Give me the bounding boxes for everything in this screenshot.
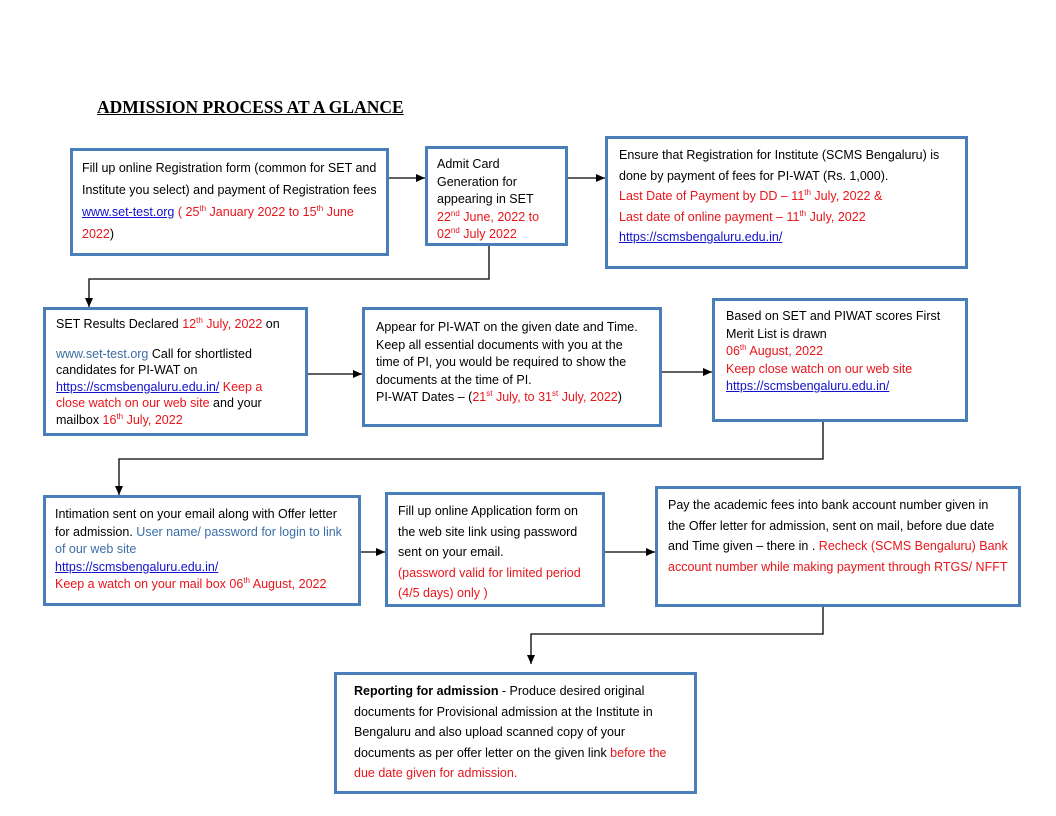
- admit-sup-a: nd: [450, 208, 460, 218]
- intimation-sup: th: [243, 575, 250, 585]
- admit-date-b: June, 2022 to: [459, 209, 540, 224]
- pi-wat-close: ): [617, 390, 622, 404]
- merit-date-b: August, 2022: [746, 344, 824, 358]
- step-institute-registration-box: [605, 136, 968, 269]
- registration-sup-b: th: [316, 203, 324, 213]
- step-admit-card-box: [425, 146, 568, 246]
- admit-date-c: 02: [437, 227, 451, 241]
- pi-wat-dates-label: PI-WAT Dates – (: [376, 390, 473, 404]
- pi-wat-d2b: July, 2022: [558, 390, 618, 404]
- pay-fees-text: Pay the academic fees into bank account number given in the Offer letter for admission, sent on mail, before due date and Time given – there in .: [668, 498, 995, 553]
- merit-watch: Keep close watch on our web site: [726, 361, 913, 376]
- pi-wat-d1: 21: [472, 390, 487, 404]
- registration-close: ): [109, 227, 114, 241]
- online-date-a: Last date of online payment – 11: [619, 209, 800, 224]
- pi-wat-sup1: st: [486, 388, 493, 398]
- merit-list-text: Based on SET and PIWAT scores First Merit List is drawn: [726, 309, 941, 341]
- step-application-form-box: [385, 492, 605, 607]
- results-line1: SET Results Declared: [56, 317, 183, 331]
- results-sup: th: [196, 315, 203, 325]
- merit-sup: th: [739, 342, 747, 352]
- intimation-red-b: August, 2022: [249, 577, 327, 591]
- intimation-red-a: Keep a watch on your mail box 06: [55, 577, 244, 591]
- scms-link-3[interactable]: https://scmsbengaluru.edu.in/: [726, 379, 890, 393]
- results-line2: Call for shortlisted candidates for PI-WAT on: [56, 346, 252, 377]
- reporting-title: Reporting for admission: [354, 684, 499, 698]
- step-intimation-box: [43, 495, 361, 606]
- step-registration-box: [70, 148, 389, 256]
- dd-date-a: Last Date of Payment by DD – 11: [619, 189, 805, 203]
- admit-date-d: July 2022: [459, 227, 517, 241]
- registration-date-c: June 2022: [82, 205, 354, 241]
- page-title: ADMISSION PROCESS AT A GLANCE: [97, 97, 404, 117]
- registration-sup-a: th: [199, 203, 207, 213]
- institute-registration-text: Ensure that Registration for Institute (SCMS Bengaluru) is done by payment of fees for PI-WAT (Rs. 1,000).: [619, 148, 940, 183]
- admit-card-text: Admit Card Generation for appearing in SET: [437, 157, 534, 206]
- set-test-site: www.set-test.org: [56, 346, 149, 361]
- online-sup: th: [799, 208, 807, 218]
- results-date-b: July, 2022: [202, 317, 263, 331]
- step-pay-fees-box: [655, 486, 1021, 607]
- results-on: on: [262, 317, 280, 331]
- scms-link-1[interactable]: https://scmsbengaluru.edu.in/: [619, 230, 783, 244]
- reporting-text: - Produce desired original documents for Provisional admission at the Institute in Bengaluru and also upload scanned copy of your documents as per offer letter on the given link: [354, 684, 653, 760]
- results-watch: Keep a close watch on our web site: [56, 379, 263, 410]
- pi-wat-text: Appear for PI-WAT on the given date and Time. Keep all essential documents with you at the time of PI, you would be required to show the documents at the time of PI.: [376, 320, 638, 387]
- scms-link-2[interactable]: https://scmsbengaluru.edu.in/: [56, 379, 220, 394]
- arrow-box9-box10: [531, 607, 823, 664]
- intimation-credentials: User name/ password for login to link of our web site: [55, 524, 342, 556]
- registration-date-b: January 2022 to 15: [206, 205, 317, 219]
- step-registration-text: Fill up online Registration form (common for SET and Institute you select) and payment of Registration fees: [82, 161, 377, 197]
- application-password-note: (password valid for limited period (4/5 days) only ): [398, 565, 581, 600]
- step-merit-list-box: [712, 298, 968, 422]
- intimation-text: Intimation sent on your email along with Offer letter for admission.: [55, 507, 337, 539]
- results-date-a: 12: [182, 317, 197, 331]
- step-pi-wat-box: [362, 307, 662, 427]
- scms-link-4[interactable]: https://scmsbengaluru.edu.in/: [55, 559, 219, 574]
- application-text: Fill up online Application form on the web site link using password sent on your email.: [398, 504, 578, 559]
- results-line3: and your mailbox: [56, 396, 262, 427]
- step-reporting-box: [334, 672, 697, 794]
- online-date-b: July, 2022: [806, 209, 866, 224]
- pi-wat-d1b: July, to 31: [492, 390, 552, 404]
- admit-sup-c: nd: [450, 225, 460, 235]
- mailbox-date-b: July, 2022: [123, 412, 183, 427]
- set-test-link[interactable]: www.set-test.org: [82, 205, 175, 219]
- step-set-results-box: [43, 307, 308, 436]
- admit-date-a: 22: [437, 209, 451, 224]
- pay-fees-recheck: Recheck (SCMS Bengaluru) Bank account number while making payment through RTGS/ NFFT: [668, 539, 1008, 574]
- merit-date-a: 06: [726, 344, 740, 358]
- reporting-deadline: before the due date given for admission.: [354, 745, 667, 780]
- mailbox-sup: th: [116, 411, 124, 421]
- pi-wat-sup2: st: [552, 388, 559, 398]
- mailbox-date-a: 16: [102, 412, 117, 427]
- dd-date-b: July, 2022 &: [810, 189, 883, 203]
- registration-date-a: ( 25: [174, 205, 200, 219]
- dd-sup: th: [804, 187, 811, 197]
